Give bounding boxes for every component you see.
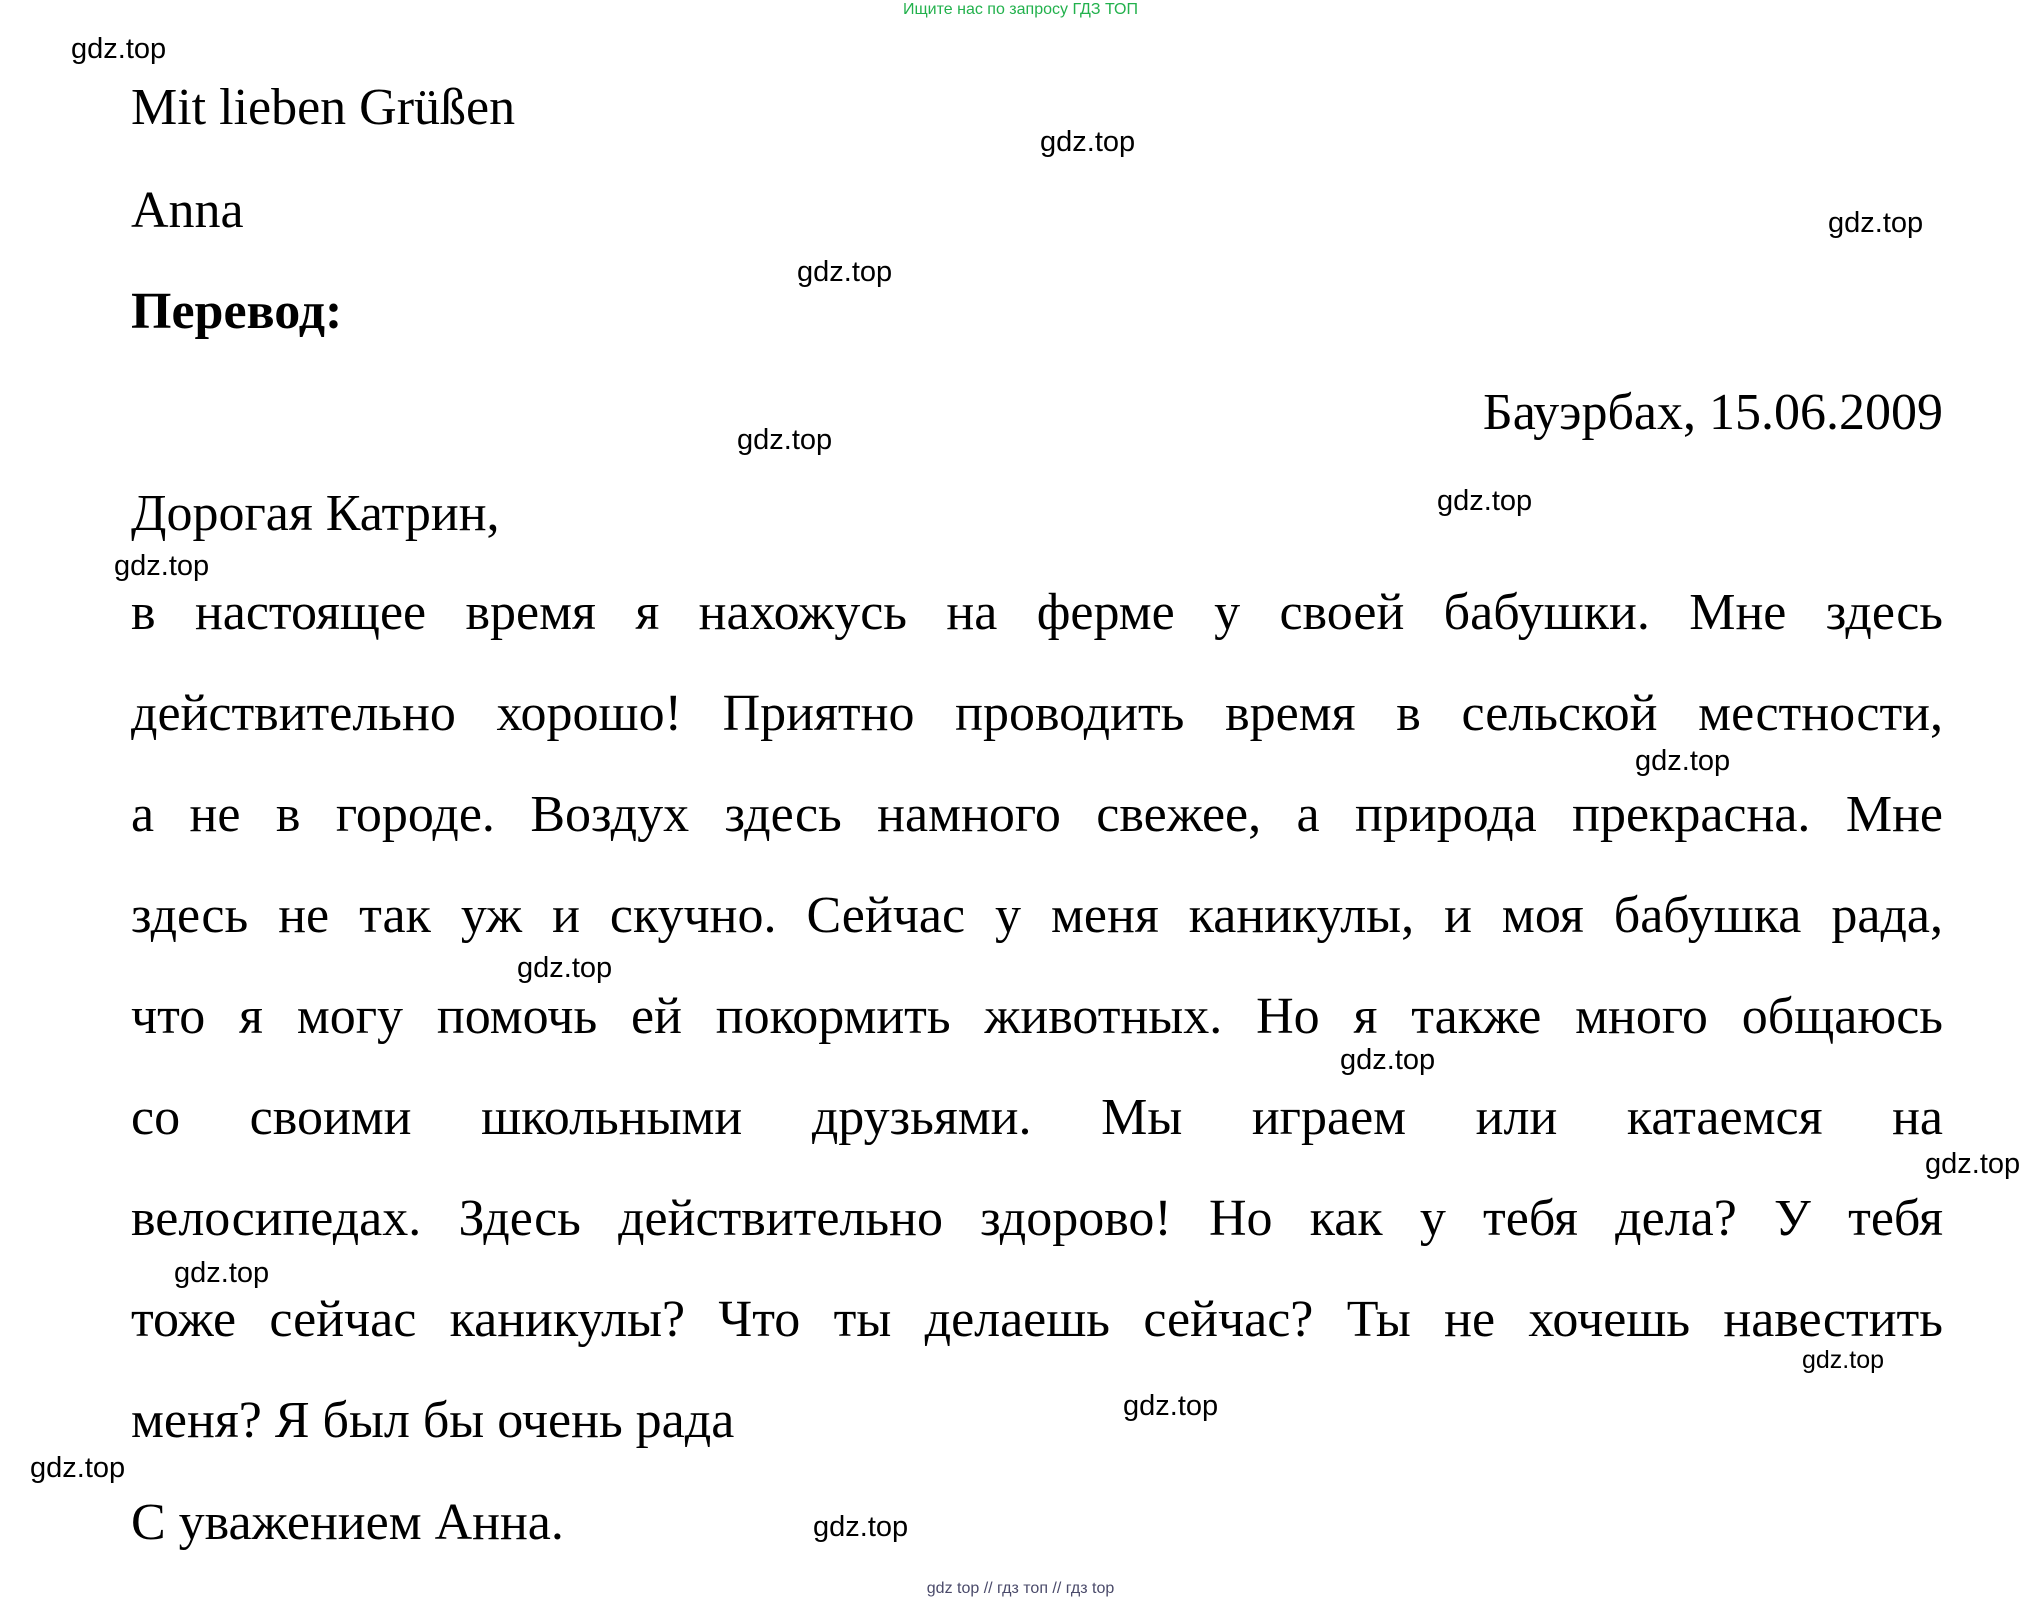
body-line: со своими школьными друзьями. Мы играем или катаемся на: [131, 1089, 1943, 1146]
watermark: gdz.top: [737, 424, 833, 456]
letter-body: [131, 578, 1943, 1487]
watermark: gdz.top: [174, 1257, 270, 1289]
watermark: gdz.top: [71, 33, 167, 65]
watermark: gdz.top: [517, 952, 613, 984]
watermark: gdz.top: [813, 1511, 909, 1543]
watermark: gdz.top: [797, 256, 893, 288]
body-line: здесь не так уж и скучно. Сейчас у меня каникулы, и моя бабушка рада,: [131, 887, 1943, 944]
watermark: gdz.top: [1040, 126, 1136, 158]
body-line: действительно хорошо! Приятно проводить время в сельской местности,: [131, 685, 1943, 742]
watermark: gdz.top: [1340, 1044, 1436, 1076]
closing: С уважением Анна.: [131, 1494, 564, 1551]
body-line: меня? Я был бы очень рада: [131, 1392, 735, 1449]
german-signature: Anna: [131, 182, 244, 239]
german-closing: Mit lieben Grüßen: [131, 79, 516, 136]
watermark: gdz.top: [1123, 1390, 1219, 1422]
watermark: gdz.top: [1925, 1148, 2021, 1180]
watermark: gdz.top: [1635, 745, 1731, 777]
body-line: тоже сейчас каникулы? Что ты делаешь сейчас? Ты не хочешь навестить: [131, 1291, 1943, 1348]
body-line: велосипедах. Здесь действительно здорово! Но как у тебя дела? У тебя: [131, 1190, 1943, 1247]
translation-heading: Перевод:: [131, 283, 343, 340]
watermark: gdz.top: [30, 1452, 126, 1484]
watermark: gdz.top: [1828, 207, 1924, 239]
top-banner: Ищите нас по запросу ГДЗ ТОП: [903, 1, 1138, 18]
body-line: в настоящее время я нахожусь на ферме у своей бабушки. Мне здесь: [131, 584, 1943, 641]
body-line: что я могу помочь ей покормить животных. Но я также много общаюсь: [131, 988, 1943, 1045]
watermark: gdz.top: [1802, 1346, 1885, 1374]
footer: gdz top // гдз топ // гдз top: [926, 1580, 1115, 1597]
watermark: gdz.top: [1437, 485, 1533, 517]
body-line: а не в городе. Воздух здесь намного свежее, а природа прекрасна. Мне: [131, 786, 1943, 843]
greeting: Дорогая Катрин,: [131, 485, 500, 542]
watermark: gdz.top: [114, 550, 210, 582]
place-date: Бауэрбах, 15.06.2009: [1482, 384, 1943, 441]
